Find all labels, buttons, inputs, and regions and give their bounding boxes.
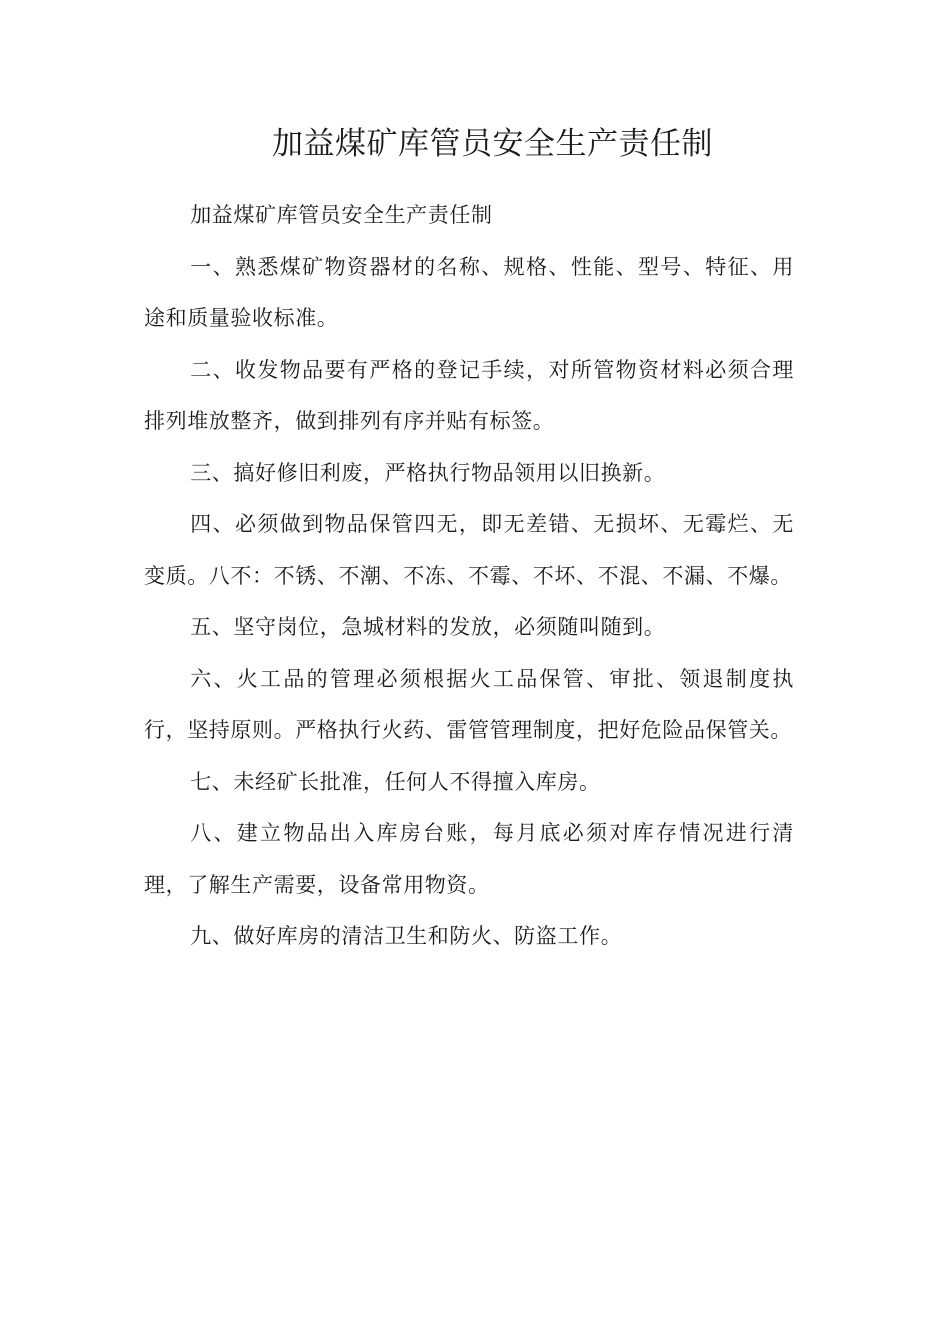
- paragraph-item-3: 三、搞好修旧利废，严格执行物品领用以旧换新。: [190, 460, 666, 485]
- paragraph-item-9: 九、做好库房的清洁卫生和防火、防盗工作。: [190, 924, 623, 948]
- document-body: [144, 190, 794, 963]
- paragraph-subtitle: 加益煤矿库管员安全生产责任制: [190, 203, 493, 227]
- paragraph-item-1: 一、熟悉煤矿物资器材的名称、规格、性能、型号、特征、用途和质量验收标准。: [144, 254, 794, 330]
- paragraph-item-8: 八、建立物品出入库房台账，每月底必须对库存情况进行清理，了解生产需要，设备常用物资。: [144, 821, 794, 897]
- paragraph-item-6: 六、火工品的管理必须根据火工品保管、审批、领退制度执行，坚持原则。严格执行火药、雷管管理制度，把好危险品保管关。: [144, 666, 794, 742]
- paragraph-item-7: 七、未经矿长批准，任何人不得擅入库房。: [190, 769, 601, 794]
- paragraph-item-5: 五、坚守岗位，急城材料的发放，必须随叫随到。: [190, 615, 666, 639]
- paragraph-item-4: 四、必须做到物品保管四无，即无差错、无损坏、无霉烂、无变质。八不：不锈、不潮、不冻、不霉、不坏、不混、不漏、不爆。: [144, 512, 794, 588]
- document-title: 加益煤矿库管员安全生产责任制: [272, 126, 713, 162]
- paragraph-item-2: 二、收发物品要有严格的登记手续，对所管物资材料必须合理排列堆放整齐，做到排列有序并贴有标签。: [144, 357, 794, 433]
